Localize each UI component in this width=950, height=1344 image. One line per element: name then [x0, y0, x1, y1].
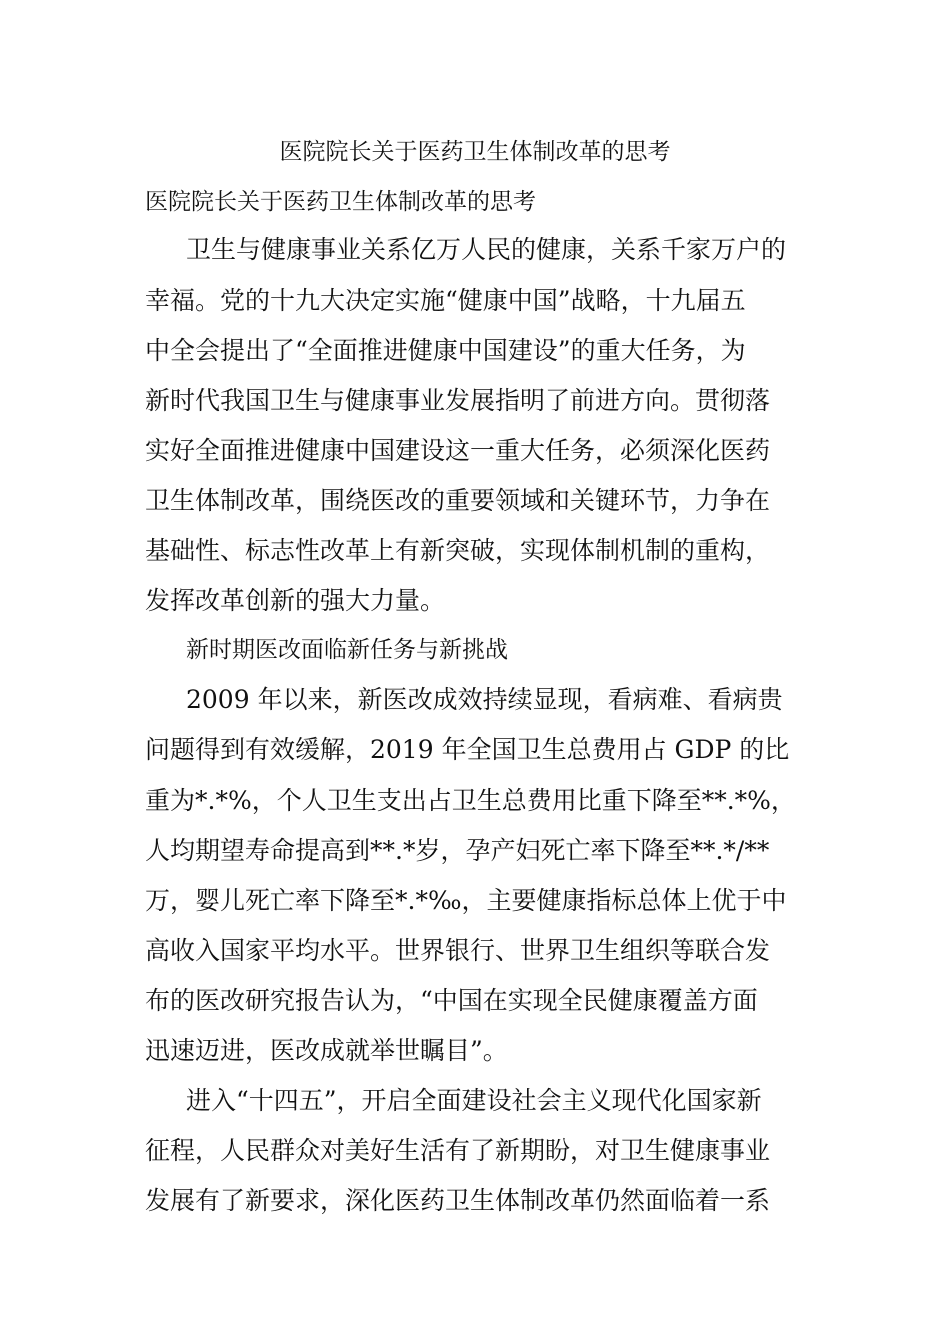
- paragraph1-line: 卫生与健康事业关系亿万人民的健康，关系千家万户的: [186, 235, 787, 264]
- document-subtitle: 医院院长关于医药卫生体制改革的思考: [145, 189, 536, 215]
- paragraph1-line: 卫生体制改革，围绕医改的重要领域和关键环节，力争在: [145, 486, 771, 515]
- paragraph2-line: 人均期望寿命提高到**.*岁，孕产妇死亡率下降至**.*/**: [145, 836, 770, 865]
- paragraph2-line: 问题得到有效缓解，2019 年全国卫生总费用占 GDP 的比: [145, 735, 790, 764]
- paragraph1-line: 新时代我国卫生与健康事业发展指明了前进方向。贯彻落: [145, 386, 771, 415]
- paragraph1-line: 基础性、标志性改革上有新突破，实现体制机制的重构，: [145, 536, 771, 565]
- paragraph2-line: 布的医改研究报告认为，“中国在实现全民健康覆盖方面: [145, 986, 758, 1015]
- paragraph1-line: 幸福。党的十九大决定实施“健康中国”战略，十九届五: [145, 286, 746, 315]
- section-heading: 新时期医改面临新任务与新挑战: [186, 637, 508, 663]
- paragraph3-line: 进入“十四五”，开启全面建设社会主义现代化国家新: [186, 1086, 762, 1115]
- paragraph1-line: 发挥改革创新的强大力量。: [145, 586, 446, 615]
- paragraph3-line: 发展有了新要求，深化医药卫生体制改革仍然面临着一系: [145, 1186, 771, 1215]
- paragraph1-line: 实好全面推进健康中国建设这一重大任务，必须深化医药: [145, 436, 771, 465]
- paragraph2-line: 2009 年以来，新医改成效持续显现，看病难、看病贵: [186, 685, 783, 714]
- paragraph2-line: 高收入国家平均水平。世界银行、世界卫生组织等联合发: [145, 936, 771, 965]
- paragraph2-line: 迅速迈进，医改成就举世瞩目”。: [145, 1036, 508, 1065]
- paragraph2-line: 重为*.*%，个人卫生支出占卫生总费用比重下降至**.*%，: [145, 786, 796, 815]
- document-title: 医院院长关于医药卫生体制改革的思考: [279, 139, 671, 165]
- paragraph2-line: 万，婴儿死亡率下降至*.*‰，主要健康指标总体上优于中: [145, 886, 787, 915]
- paragraph1-line: 中全会提出了“全面推进健康中国建设”的重大任务，为: [145, 336, 746, 365]
- paragraph3-line: 征程，人民群众对美好生活有了新期盼，对卫生健康事业: [145, 1136, 771, 1165]
